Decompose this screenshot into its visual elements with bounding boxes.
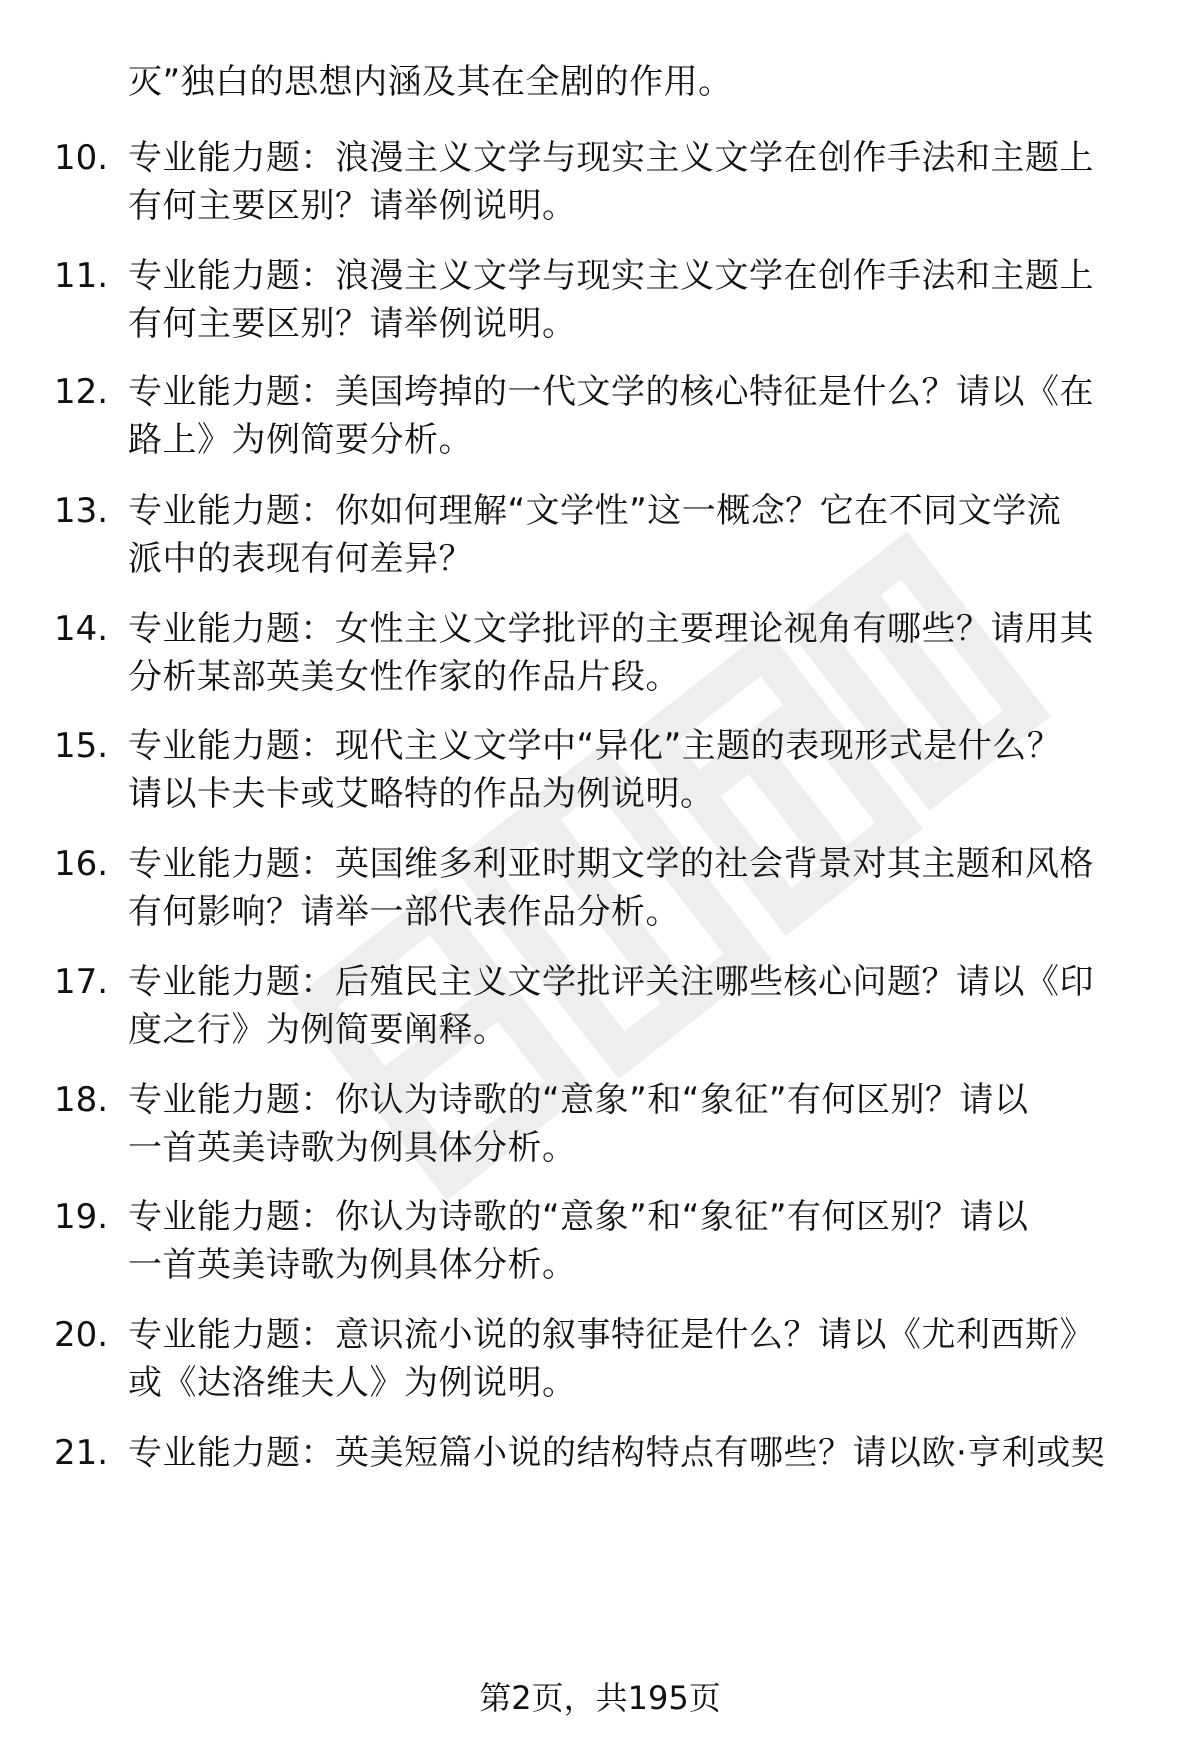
list-item — [0, 958, 1200, 1058]
question-text — [128, 1311, 1148, 1407]
question-line: 专业能力题：浪漫主义文学与现实主义文学在创作手法和主题上 — [128, 138, 1094, 178]
question-line: 有何影响？请举一部代表作品分析。 — [128, 892, 680, 932]
question-text — [128, 134, 1148, 230]
question-text — [128, 958, 1148, 1054]
question-number: 12. — [54, 372, 109, 412]
list-item — [0, 1311, 1200, 1411]
question-number: 21. — [54, 1433, 109, 1473]
question-line: 度之行》为例简要阐释。 — [128, 1010, 508, 1050]
list-item — [0, 722, 1200, 822]
question-line: 专业能力题：你认为诗歌的“意象”和“象征”有何区别？请以 — [128, 1197, 1029, 1237]
question-text — [128, 252, 1148, 348]
question-line: 有何主要区别？请举例说明。 — [128, 186, 577, 226]
question-line: 专业能力题：你如何理解“文学性”这一概念？它在不同文学流 — [128, 491, 1062, 531]
question-line: 路上》为例简要分析。 — [128, 420, 473, 460]
question-number: 10. — [54, 138, 109, 178]
question-text — [128, 722, 1148, 818]
question-line: 专业能力题：现代主义文学中“异化”主题的表现形式是什么？ — [128, 726, 1062, 766]
question-line: 专业能力题：你认为诗歌的“意象”和“象征”有何区别？请以 — [128, 1080, 1029, 1120]
question-number: 11. — [54, 256, 109, 296]
question-text — [128, 1193, 1148, 1289]
list-item — [0, 1076, 1200, 1176]
question-text — [128, 487, 1148, 583]
question-line: 分析某部英美女性作家的作品片段。 — [128, 657, 680, 697]
page-footer: 第2页，共195页 — [479, 1679, 721, 1717]
question-number: 17. — [54, 962, 109, 1002]
question-line: 请以卡夫卡或艾略特的作品为例说明。 — [128, 774, 715, 814]
list-item — [0, 1193, 1200, 1293]
list-item — [0, 252, 1200, 352]
list-item — [0, 368, 1200, 468]
question-number: 19. — [54, 1197, 109, 1237]
list-item — [0, 487, 1200, 587]
list-item — [0, 605, 1200, 705]
question-line: 专业能力题：英国维多利亚时期文学的社会背景对其主题和风格 — [128, 844, 1094, 884]
question-line: 或《达洛维夫人》为例说明。 — [128, 1363, 577, 1403]
question-text — [128, 368, 1148, 464]
question-number: 15. — [54, 726, 109, 766]
question-line: 一首英美诗歌为例具体分析。 — [128, 1245, 577, 1285]
question-line: 一首英美诗歌为例具体分析。 — [128, 1128, 577, 1168]
question-number: 14. — [54, 609, 109, 649]
question-text — [128, 1429, 1148, 1477]
question-line: 专业能力题：后殖民主义文学批评关注哪些核心问题？请以《印 — [128, 962, 1094, 1002]
question-line: 专业能力题：女性主义文学批评的主要理论视角有哪些？请用其 — [128, 609, 1094, 649]
question-number: 20. — [54, 1315, 109, 1355]
question-text — [128, 1076, 1148, 1172]
question-number: 16. — [54, 844, 109, 884]
question-line: 专业能力题：美国垮掉的一代文学的核心特征是什么？请以《在 — [128, 372, 1094, 412]
question-number: 13. — [54, 491, 109, 531]
question-line: 有何主要区别？请举例说明。 — [128, 304, 577, 344]
list-item — [0, 1429, 1200, 1529]
question-text — [128, 605, 1148, 701]
question-line: 专业能力题：意识流小说的叙事特征是什么？请以《尤利西斯》 — [128, 1315, 1094, 1355]
list-item — [0, 840, 1200, 940]
question-line: 派中的表现有何差异？ — [128, 539, 473, 579]
question-text — [128, 840, 1148, 936]
continuation-line: 灭”独白的思想内涵及其在全剧的作用。 — [128, 62, 733, 102]
question-line: 专业能力题：英美短篇小说的结构特点有哪些？请以欧·亨利或契 — [128, 1433, 1106, 1473]
list-item — [0, 134, 1200, 234]
question-line: 专业能力题：浪漫主义文学与现实主义文学在创作手法和主题上 — [128, 256, 1094, 296]
question-number: 18. — [54, 1080, 109, 1120]
